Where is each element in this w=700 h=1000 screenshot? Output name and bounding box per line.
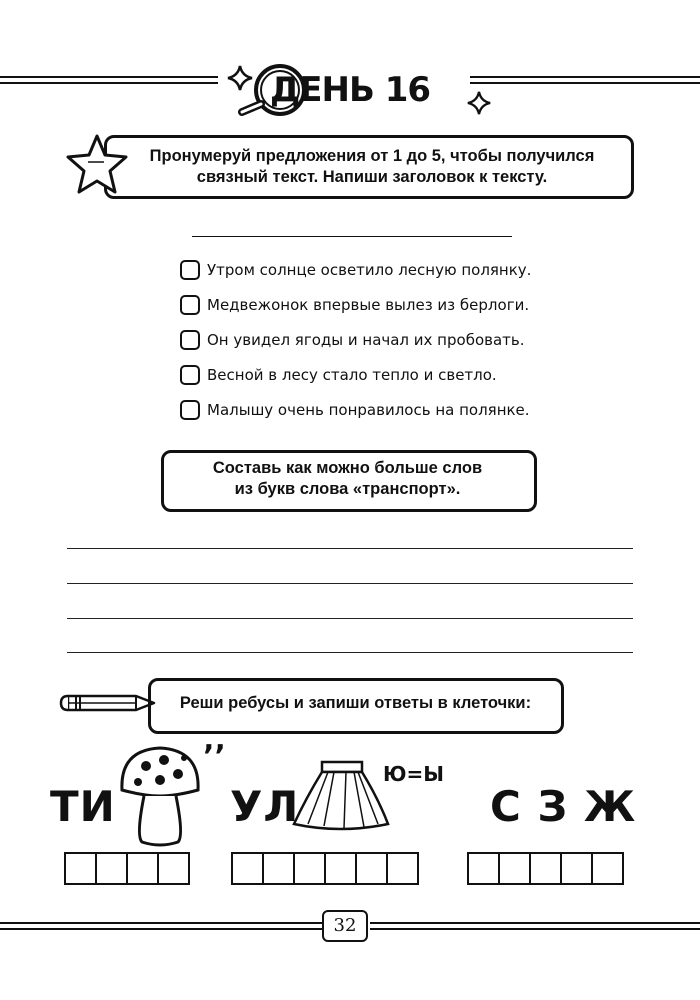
answer-line[interactable] — [67, 548, 633, 549]
task3-instruction: Реши ребусы и запиши ответы в клеточки: — [179, 694, 532, 712]
day-title: ДЕНЬ 16 — [270, 70, 431, 110]
rebus1-answer-cells — [64, 852, 190, 885]
rebus1-mark: ’’ — [203, 739, 226, 774]
pencil-icon — [58, 688, 158, 718]
answer-cell[interactable] — [498, 852, 531, 885]
sentence-item — [180, 258, 531, 282]
task2-instruction: Составь как можно больше слов из букв слова «транспорт». — [212, 459, 483, 498]
rebus2-prefix: УЛ — [230, 782, 300, 831]
star-icon — [64, 132, 130, 198]
sentence-text: Медвежонок впервые вылез из берлоги. — [207, 296, 530, 314]
footer-rule-right-2 — [370, 928, 700, 930]
sentence-text: Малышу очень понравилось на полянке. — [207, 401, 530, 419]
page-number: 32 — [333, 915, 357, 936]
answer-cell[interactable] — [157, 852, 190, 885]
header-rule-left-2 — [0, 82, 218, 84]
answer-cell[interactable] — [324, 852, 357, 885]
answer-cell[interactable] — [231, 852, 264, 885]
number-checkbox[interactable] — [180, 365, 200, 385]
number-checkbox[interactable] — [180, 260, 200, 280]
rebus3-letters: С З Ж — [490, 782, 637, 831]
sentence-text: Утром солнце осветило лесную полянку. — [207, 261, 532, 279]
rebus2-answer-cells — [231, 852, 419, 885]
mushroom-icon — [116, 742, 204, 850]
sentence-text: Он увидел ягоды и начал их пробовать. — [207, 331, 525, 349]
footer-rule-left — [0, 922, 322, 924]
footer-rule-left-2 — [0, 928, 322, 930]
footer-rule-right — [370, 922, 700, 924]
answer-cell[interactable] — [467, 852, 500, 885]
number-checkbox[interactable] — [180, 295, 200, 315]
task1-instruction: Пронумеруй предложения от 1 до 5, чтобы получился связный текст. Напиши заголовок к тексту. — [149, 147, 595, 186]
answer-cell[interactable] — [95, 852, 128, 885]
sentence-text: Весной в лесу стало тепло и светло. — [207, 366, 497, 384]
rebus3-answer-cells — [467, 852, 624, 885]
answer-cell[interactable] — [529, 852, 562, 885]
answer-cell[interactable] — [560, 852, 593, 885]
number-checkbox[interactable] — [180, 400, 200, 420]
title-answer-line[interactable] — [192, 236, 512, 237]
sentence-item — [180, 328, 525, 352]
sentence-item — [180, 363, 497, 387]
answer-cell[interactable] — [355, 852, 388, 885]
answer-cell[interactable] — [386, 852, 419, 885]
sparkle-icon — [466, 90, 492, 116]
header-rule-left — [0, 76, 218, 78]
answer-cell[interactable] — [591, 852, 624, 885]
rebus1-prefix: ТИ — [50, 782, 116, 831]
answer-cell[interactable] — [126, 852, 159, 885]
sentence-item — [180, 398, 530, 422]
answer-line[interactable] — [67, 583, 633, 584]
answer-line[interactable] — [67, 652, 633, 653]
answer-cell[interactable] — [262, 852, 295, 885]
header-rule-right — [470, 76, 700, 78]
answer-cell[interactable] — [293, 852, 326, 885]
answer-line[interactable] — [67, 618, 633, 619]
skirt-icon — [290, 758, 392, 834]
answer-cell[interactable] — [64, 852, 97, 885]
rebus2-substitution: Ю=Ы — [383, 762, 444, 786]
sentence-item — [180, 293, 529, 317]
number-checkbox[interactable] — [180, 330, 200, 350]
header-rule-right-2 — [470, 82, 700, 84]
